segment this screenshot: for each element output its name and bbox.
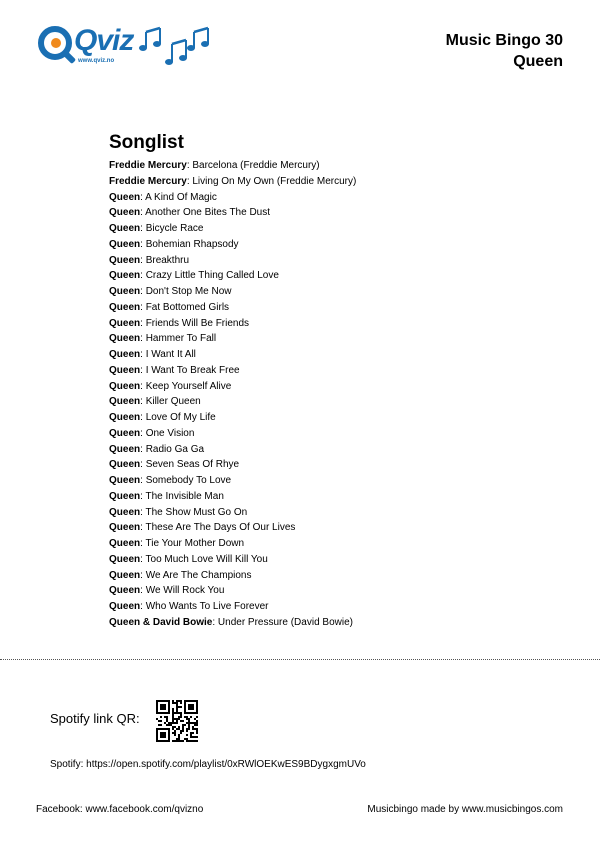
song-item: Queen: These Are The Days Of Our Lives	[109, 522, 296, 534]
song-item: Queen: I Want It All	[109, 349, 196, 360]
song-title: Friends Will Be Friends	[145, 317, 250, 329]
song-item: Queen: Seven Seas Of Rhye	[109, 459, 240, 471]
song-title: We Are The Champions	[145, 569, 252, 581]
song-artist: Queen	[109, 569, 141, 581]
song-title: Hammer To Fall	[145, 333, 217, 345]
song-title: Don't Stop Me Now	[145, 286, 232, 297]
song-item: Queen: Breakthru	[109, 254, 190, 266]
song-title: A Kind Of Magic	[145, 191, 217, 203]
header	[446, 30, 563, 72]
spotify-url: Spotify: https://open.spotify.com/playlist/0xRWlOEKwES9BDygxgmUVo	[50, 759, 366, 770]
song-item: Queen: Who Wants To Live Forever	[109, 601, 269, 612]
qviz-logo	[38, 22, 134, 72]
song-title: Fat Bottomed Girls	[145, 301, 230, 313]
song-title: Somebody To Love	[145, 475, 232, 486]
song-title: Tie Your Mother Down	[145, 538, 245, 549]
song-item: Queen: I Want To Break Free	[109, 364, 240, 376]
song-title: Bohemian Rhapsody	[145, 238, 239, 250]
song-title: We Will Rock You	[145, 585, 225, 597]
song-item: Queen & David Bowie: Under Pressure (David Bowie)	[109, 616, 353, 628]
song-item: Queen: The Invisible Man	[109, 490, 224, 502]
song-item: Queen: One Vision	[109, 427, 195, 439]
song-item: Queen: Somebody To Love	[109, 475, 232, 486]
song-artist: Queen	[109, 207, 141, 219]
song-item: Queen: Tie Your Mother Down	[109, 538, 245, 549]
bingo-title: Music Bingo 30	[445, 32, 563, 49]
song-artist: Queen	[109, 286, 141, 297]
song-title: Radio Ga Ga	[145, 443, 205, 455]
song-artist: Queen	[109, 223, 141, 234]
song-item: Queen: Don't Stop Me Now	[109, 286, 232, 297]
song-title: Living On My Own (Freddie Mercury)	[192, 175, 357, 187]
song-title: One Vision	[145, 427, 195, 439]
song-item: Queen: Bicycle Race	[109, 223, 204, 234]
song-title: I Want It All	[145, 349, 196, 360]
music-notes-icon	[136, 22, 216, 72]
song-artist: Queen	[109, 396, 141, 408]
song-artist: Queen	[109, 459, 141, 471]
song-item: Queen: Love Of My Life	[109, 412, 216, 423]
song-title: Breakthru	[145, 254, 190, 266]
song-artist: Queen	[109, 490, 141, 502]
song-artist: Queen	[109, 506, 141, 518]
song-artist: Queen	[109, 317, 141, 329]
song-artist: Queen	[109, 191, 141, 203]
song-artist: Queen & David Bowie	[109, 616, 213, 628]
song-title: These Are The Days Of Our Lives	[145, 522, 296, 534]
song-item: Queen: Friends Will Be Friends	[109, 317, 250, 329]
song-title: Under Pressure (David Bowie)	[217, 616, 353, 628]
song-item: Queen: Crazy Little Thing Called Love	[109, 270, 279, 282]
song-item: Queen: The Show Must Go On	[109, 506, 248, 518]
song-artist: Freddie Mercury	[109, 175, 187, 187]
song-rows	[109, 158, 509, 631]
song-artist: Freddie Mercury	[109, 160, 187, 171]
song-item: Queen: Another One Bites The Dust	[109, 207, 271, 219]
song-item: Queen: We Will Rock You	[109, 585, 225, 597]
song-item: Freddie Mercury: Barcelona (Freddie Mercury)	[109, 160, 320, 171]
bingo-subtitle: Queen	[513, 53, 563, 70]
song-artist: Queen	[109, 333, 141, 345]
song-item: Queen: Hammer To Fall	[109, 333, 217, 345]
song-title: Seven Seas Of Rhye	[145, 459, 240, 471]
qr-label: Spotify link QR:	[50, 711, 140, 726]
song-artist: Queen	[109, 522, 141, 534]
logo-url: www.qviz.no	[78, 58, 115, 64]
song-artist: Queen	[109, 238, 141, 250]
song-artist: Queen	[109, 553, 141, 565]
song-artist: Queen	[109, 585, 141, 597]
song-artist: Queen	[109, 538, 141, 549]
footer-facebook: Facebook: www.facebook.com/qvizno	[36, 804, 204, 815]
song-artist: Queen	[109, 475, 141, 486]
song-item: Queen: A Kind Of Magic	[109, 191, 217, 203]
song-title: Another One Bites The Dust	[145, 207, 271, 219]
song-artist: Queen	[109, 364, 141, 376]
song-item: Queen: Killer Queen	[109, 396, 201, 408]
song-artist: Queen	[109, 412, 141, 423]
logo-text: Qviz	[74, 24, 134, 57]
song-title: Too Much Love Will Kill You	[145, 553, 268, 565]
song-item: Queen: We Are The Champions	[109, 569, 252, 581]
song-artist: Queen	[109, 254, 141, 266]
song-title: Bicycle Race	[145, 223, 204, 234]
song-artist: Queen	[109, 427, 141, 439]
song-item: Queen: Fat Bottomed Girls	[109, 301, 230, 313]
song-title: Love Of My Life	[145, 412, 216, 423]
songlist-heading: Songlist	[109, 132, 184, 153]
song-artist: Queen	[109, 380, 141, 392]
dotted-divider	[0, 659, 600, 660]
song-title: Crazy Little Thing Called Love	[145, 270, 279, 282]
song-item: Queen: Radio Ga Ga	[109, 443, 205, 455]
footer-credit: Musicbingo made by www.musicbingos.com	[367, 804, 563, 815]
song-title: I Want To Break Free	[145, 364, 240, 376]
song-artist: Queen	[109, 270, 141, 282]
song-item: Queen: Keep Yourself Alive	[109, 380, 232, 392]
song-title: The Invisible Man	[145, 490, 224, 502]
song-item: Freddie Mercury: Living On My Own (Freddie Mercury)	[109, 175, 357, 187]
song-item: Queen: Too Much Love Will Kill You	[109, 553, 268, 565]
song-title: Who Wants To Live Forever	[145, 601, 269, 612]
song-title: Keep Yourself Alive	[145, 380, 232, 392]
songlist	[109, 132, 509, 631]
song-item: Queen: Bohemian Rhapsody	[109, 238, 239, 250]
qr-code	[156, 700, 198, 742]
song-title: Barcelona (Freddie Mercury)	[192, 160, 320, 171]
song-title: Killer Queen	[145, 396, 201, 408]
song-artist: Queen	[109, 601, 141, 612]
song-artist: Queen	[109, 301, 141, 313]
song-title: The Show Must Go On	[145, 506, 248, 518]
song-artist: Queen	[109, 349, 141, 360]
song-artist: Queen	[109, 443, 141, 455]
